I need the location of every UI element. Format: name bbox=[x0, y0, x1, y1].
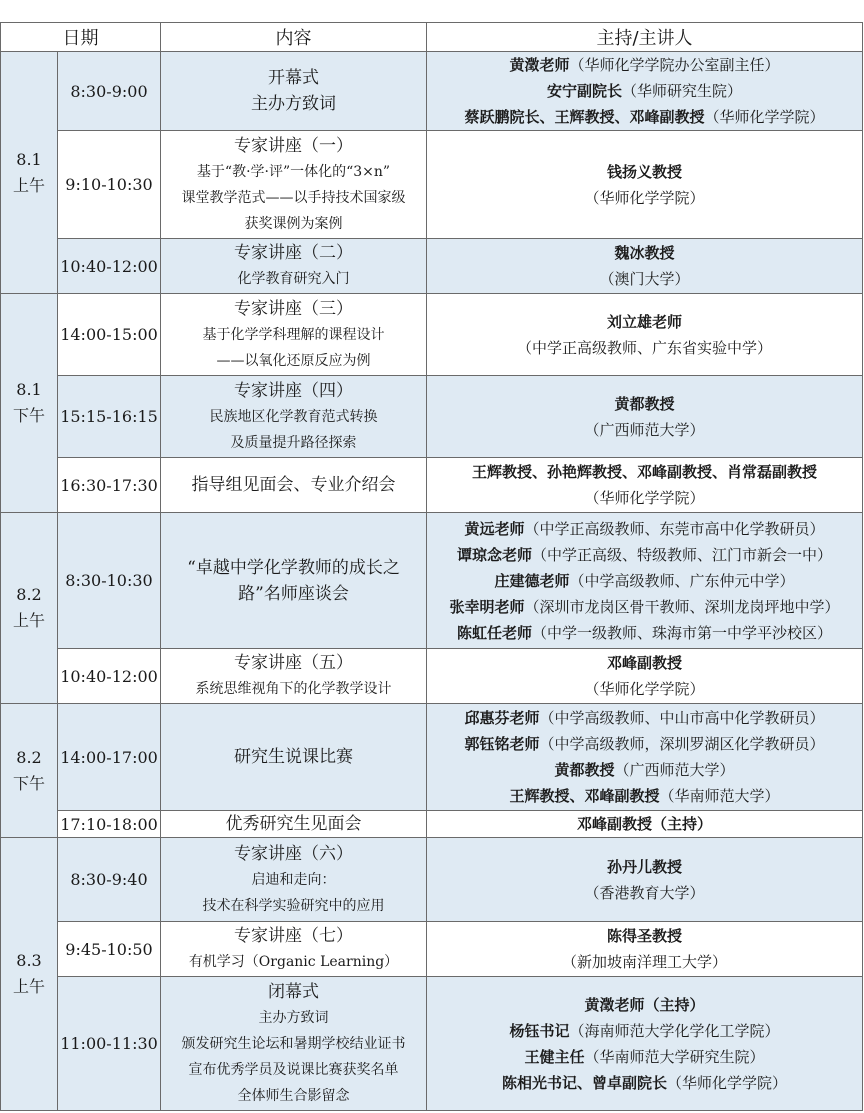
content-line: 专家讲座（四） bbox=[234, 380, 353, 401]
host-cell bbox=[427, 52, 863, 131]
date-cell bbox=[1, 52, 58, 294]
host-name: 庄建德老师 bbox=[494, 571, 570, 590]
host-affiliation: （广西师范大学） bbox=[614, 761, 735, 779]
content-line: 课堂教学范式——以手持技术国家级 bbox=[181, 189, 406, 206]
host-affiliation: （海南师范大学化学化工学院） bbox=[569, 1021, 780, 1040]
host-affiliation: （华南师范大学研究生院） bbox=[584, 1047, 765, 1066]
host-line bbox=[429, 542, 860, 568]
schedule-row bbox=[1, 649, 863, 704]
schedule-row bbox=[1, 838, 863, 922]
host-line bbox=[429, 949, 860, 975]
host-name: 孙丹儿教授 bbox=[606, 857, 682, 876]
content-line: 指导组见面会、专业介绍会 bbox=[191, 475, 396, 495]
content-line: 研究生说课比赛 bbox=[234, 747, 353, 767]
content-line: 化学教育研究入门 bbox=[237, 271, 350, 287]
time-cell: 9:10-10:30 bbox=[58, 131, 161, 239]
header-content: 内容 bbox=[161, 23, 427, 52]
content-line: 优秀研究生见面会 bbox=[225, 814, 362, 834]
content-line: 全体师生合影留念 bbox=[237, 1087, 350, 1104]
host-line bbox=[429, 594, 860, 620]
host-affiliation: （深圳市龙岗区骨干教师、深圳龙岗坪地中学） bbox=[524, 597, 840, 616]
host-name: 黄远老师 bbox=[464, 519, 525, 538]
host-name: 蔡跃鹏院长、王辉教授、邓峰副教授 bbox=[464, 108, 705, 126]
time-cell: 15:15-16:15 bbox=[58, 376, 161, 458]
content-line: 主办方致词 bbox=[258, 1009, 329, 1026]
host-line bbox=[429, 783, 860, 809]
time-cell: 9:45-10:50 bbox=[58, 922, 161, 977]
host-name: 杨钰书记 bbox=[509, 1021, 570, 1040]
host-affiliation: （新加坡南洋理工大学） bbox=[561, 953, 727, 971]
content-cell bbox=[161, 977, 427, 1111]
schedule-row bbox=[1, 704, 863, 811]
date-day: 8.1 bbox=[16, 149, 42, 169]
content-line: 及质量提升路径探索 bbox=[230, 434, 357, 451]
host-affiliation: （华师化学学院） bbox=[704, 108, 825, 126]
header-row bbox=[1, 23, 863, 52]
host-cell bbox=[427, 239, 863, 294]
date-day: 8.3 bbox=[16, 951, 42, 970]
host-affiliation: （华南师范大学） bbox=[659, 787, 780, 805]
time-cell: 11:00-11:30 bbox=[58, 977, 161, 1111]
date-period: 下午 bbox=[12, 773, 45, 793]
date-period: 上午 bbox=[12, 977, 45, 996]
host-name: 黄都教授 bbox=[554, 761, 615, 779]
schedule-row bbox=[1, 376, 863, 458]
host-name: 王辉教授、邓峰副教授 bbox=[509, 787, 660, 805]
content-line: 民族地区化学教育范式转换 bbox=[209, 408, 378, 425]
host-affiliation: （中学正高级、特级教师、江门市新会一中） bbox=[532, 545, 833, 564]
host-affiliation: （华师化学学院） bbox=[584, 188, 705, 207]
host-name: 郭钰铭老师 bbox=[464, 735, 540, 753]
host-line bbox=[429, 1018, 860, 1044]
host-affiliation: （华师化学学院） bbox=[584, 680, 705, 698]
schedule-row bbox=[1, 922, 863, 977]
host-line bbox=[429, 620, 860, 646]
date-cell bbox=[1, 704, 58, 838]
host-cell bbox=[427, 922, 863, 977]
host-affiliation: （中学正高级教师、广东省实验中学） bbox=[516, 338, 772, 357]
host-cell bbox=[427, 977, 863, 1111]
host-cell bbox=[427, 838, 863, 922]
host-name: 黄都教授 bbox=[614, 394, 675, 413]
content-cell bbox=[161, 811, 427, 838]
schedule-row bbox=[1, 294, 863, 376]
time-cell: 14:00-15:00 bbox=[58, 294, 161, 376]
host-line bbox=[429, 52, 860, 78]
date-period: 上午 bbox=[12, 175, 45, 195]
content-cell bbox=[161, 294, 427, 376]
content-cell bbox=[161, 649, 427, 704]
content-line: 专家讲座（三） bbox=[234, 298, 353, 319]
schedule-row bbox=[1, 239, 863, 294]
host-line bbox=[429, 516, 860, 542]
date-day: 8.2 bbox=[16, 747, 42, 767]
header-host: 主持/主讲人 bbox=[427, 23, 863, 52]
content-line: 闭幕式 bbox=[268, 981, 319, 1002]
time-cell: 14:00-17:00 bbox=[58, 704, 161, 811]
content-cell bbox=[161, 376, 427, 458]
host-line bbox=[429, 185, 860, 211]
time-cell: 8:30-10:30 bbox=[58, 513, 161, 649]
time-cell: 8:30-9:40 bbox=[58, 838, 161, 922]
host-affiliation: （华师化学学院） bbox=[584, 489, 705, 507]
host-name: 邓峰副教授（主持） bbox=[576, 815, 712, 833]
content-line: 专家讲座（一） bbox=[234, 135, 353, 156]
host-cell bbox=[427, 376, 863, 458]
host-cell bbox=[427, 649, 863, 704]
content-line: 宣布优秀学员及说课比赛获奖名单 bbox=[188, 1061, 399, 1078]
schedule-row bbox=[1, 811, 863, 838]
host-line bbox=[429, 417, 860, 443]
content-cell bbox=[161, 52, 427, 131]
host-line bbox=[429, 992, 860, 1018]
host-line bbox=[429, 240, 860, 266]
host-line bbox=[429, 650, 860, 676]
content-line: 基于“教·学·评”一体化的“3×n” bbox=[196, 163, 391, 180]
host-name: 魏冰教授 bbox=[614, 244, 675, 262]
host-name: 黄澂老师（主持） bbox=[584, 995, 705, 1014]
content-cell bbox=[161, 131, 427, 239]
host-line bbox=[429, 854, 860, 880]
host-line bbox=[429, 309, 860, 335]
schedule-table bbox=[0, 22, 863, 1111]
date-day: 8.2 bbox=[16, 585, 42, 604]
content-line: 获奖课例为案例 bbox=[244, 215, 343, 232]
host-cell bbox=[427, 131, 863, 239]
time-cell: 8:30-9:00 bbox=[58, 52, 161, 131]
host-cell bbox=[427, 513, 863, 649]
host-name: 张幸明老师 bbox=[449, 597, 525, 616]
host-line bbox=[429, 391, 860, 417]
host-name: 陈相光书记、曾卓副院长 bbox=[501, 1073, 667, 1092]
content-cell bbox=[161, 239, 427, 294]
host-affiliation: （中学高级教师、中山市高中化学教研员） bbox=[539, 709, 825, 727]
content-line: 基于化学学科理解的课程设计 bbox=[202, 326, 385, 343]
host-affiliation: （中学高级教师、广东仲元中学） bbox=[569, 571, 795, 590]
content-cell bbox=[161, 458, 427, 513]
content-line: 开幕式 bbox=[268, 68, 319, 88]
content-line: 主办方致词 bbox=[251, 94, 336, 114]
host-line bbox=[429, 1044, 860, 1070]
header-date: 日期 bbox=[1, 23, 161, 52]
host-affiliation: （华师化学学院办公室副主任） bbox=[569, 56, 780, 74]
host-cell bbox=[427, 704, 863, 811]
host-cell bbox=[427, 458, 863, 513]
content-line: 技术在科学实验研究中的应用 bbox=[202, 897, 385, 914]
host-line bbox=[429, 78, 860, 104]
host-line bbox=[429, 266, 860, 292]
host-line bbox=[429, 923, 860, 949]
host-line bbox=[429, 459, 860, 485]
host-line bbox=[429, 757, 860, 783]
content-line: 专家讲座（七） bbox=[234, 926, 353, 946]
date-day: 8.1 bbox=[16, 380, 42, 399]
content-line: 颁发研究生论坛和暑期学校结业证书 bbox=[181, 1035, 406, 1052]
content-cell bbox=[161, 513, 427, 649]
schedule-row bbox=[1, 131, 863, 239]
content-line: 专家讲座（二） bbox=[234, 243, 353, 263]
content-line: ——以氧化还原反应为例 bbox=[216, 352, 371, 369]
schedule-row bbox=[1, 52, 863, 131]
host-affiliation: （华师化学学院） bbox=[667, 1073, 788, 1092]
host-name: 刘立雄老师 bbox=[606, 312, 682, 331]
schedule-row bbox=[1, 458, 863, 513]
schedule-row bbox=[1, 977, 863, 1111]
host-affiliation: （华师研究生院） bbox=[622, 82, 743, 100]
date-cell bbox=[1, 513, 58, 704]
host-affiliation: （中学一级教师、珠海市第一中学平沙校区） bbox=[532, 623, 833, 642]
schedule-row bbox=[1, 513, 863, 649]
content-line: 系统思维视角下的化学教学设计 bbox=[195, 681, 392, 697]
host-line bbox=[429, 880, 860, 906]
time-cell: 10:40-12:00 bbox=[58, 649, 161, 704]
host-affiliation: （澳门大学） bbox=[599, 270, 690, 288]
time-cell: 16:30-17:30 bbox=[58, 458, 161, 513]
content-line: 有机学习（Organic Learning） bbox=[188, 954, 399, 970]
host-line bbox=[429, 731, 860, 757]
content-line: 专家讲座（五） bbox=[234, 653, 353, 673]
content-cell bbox=[161, 922, 427, 977]
host-name: 王辉教授、孙艳辉教授、邓峰副教授、肖常磊副教授 bbox=[471, 463, 817, 481]
host-line bbox=[429, 1070, 860, 1096]
content-cell bbox=[161, 704, 427, 811]
content-cell bbox=[161, 838, 427, 922]
host-name: 黄澂老师 bbox=[509, 56, 570, 74]
host-name: 邱惠芬老师 bbox=[464, 709, 540, 727]
host-line bbox=[429, 159, 860, 185]
content-line: 路”名师座谈会 bbox=[238, 583, 349, 604]
host-line bbox=[429, 485, 860, 511]
host-affiliation: （中学正高级教师、东莞市高中化学教研员） bbox=[524, 519, 825, 538]
time-cell: 10:40-12:00 bbox=[58, 239, 161, 294]
host-name: 安宁副院长 bbox=[546, 82, 622, 100]
time-cell: 17:10-18:00 bbox=[58, 811, 161, 838]
host-cell bbox=[427, 294, 863, 376]
date-period: 下午 bbox=[12, 406, 45, 425]
content-line: 专家讲座（六） bbox=[234, 843, 353, 864]
content-line: 启迪和走向： bbox=[251, 871, 336, 888]
date-cell bbox=[1, 294, 58, 513]
host-line bbox=[429, 676, 860, 702]
host-name: 王健主任 bbox=[524, 1047, 585, 1066]
host-affiliation: （广西师范大学） bbox=[584, 420, 705, 439]
host-line bbox=[429, 705, 860, 731]
date-cell bbox=[1, 838, 58, 1111]
date-period: 上午 bbox=[12, 611, 45, 630]
host-name: 谭琼念老师 bbox=[456, 545, 532, 564]
host-line bbox=[429, 811, 860, 837]
host-line bbox=[429, 335, 860, 361]
host-line bbox=[429, 568, 860, 594]
host-name: 陈虹任老师 bbox=[456, 623, 532, 642]
host-affiliation: （香港教育大学） bbox=[584, 883, 705, 902]
content-line: “卓越中学化学教师的成长之 bbox=[187, 557, 400, 578]
host-name: 钱扬义教授 bbox=[606, 162, 682, 181]
host-name: 邓峰副教授 bbox=[606, 654, 682, 672]
host-cell bbox=[427, 811, 863, 838]
host-affiliation: （中学高级教师，深圳罗湖区化学教研员） bbox=[539, 735, 825, 753]
host-line bbox=[429, 104, 860, 130]
host-name: 陈得圣教授 bbox=[606, 927, 682, 945]
schedule-body bbox=[1, 52, 863, 1111]
